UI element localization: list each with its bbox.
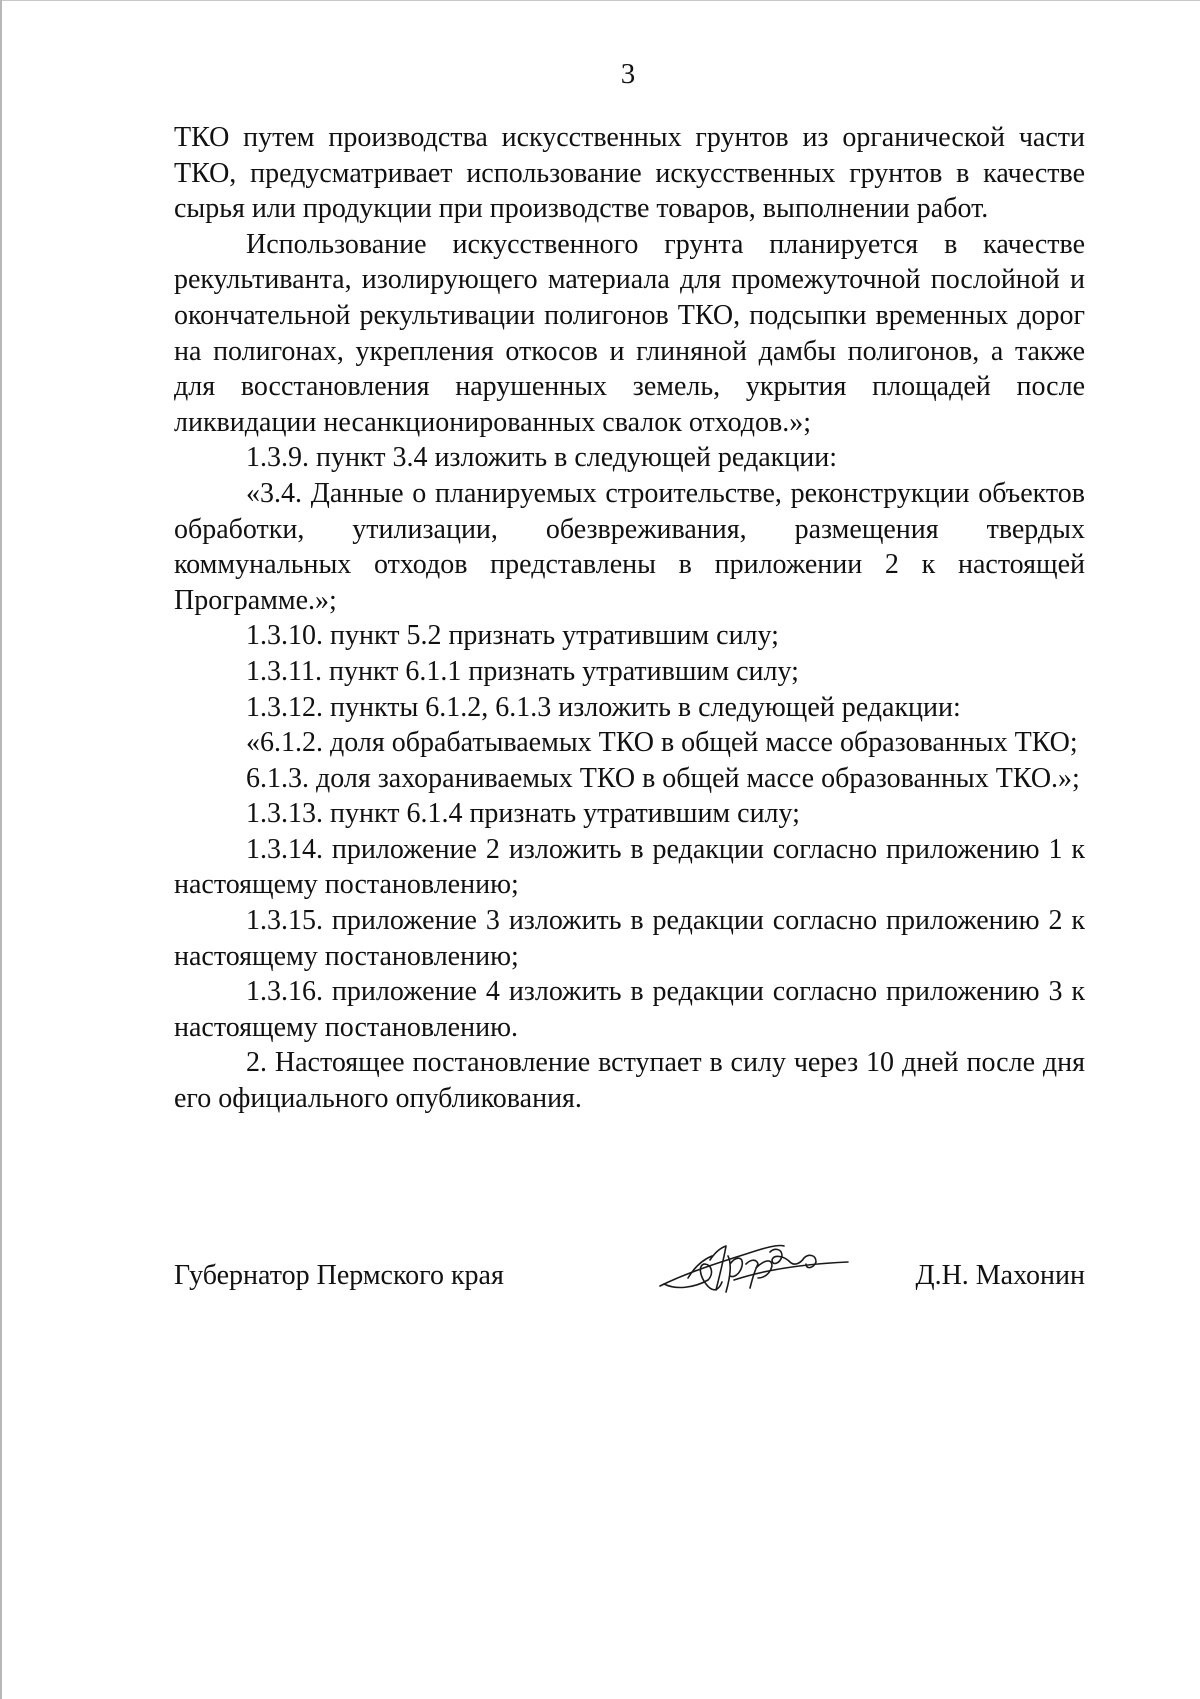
scan-edge-top	[0, 0, 1200, 1]
scan-edge-left	[0, 0, 2, 1699]
paragraph: 1.3.14. приложение 2 изложить в редакции согласно приложению 1 к настоящему постановлению;	[174, 833, 1085, 901]
signature-block	[174, 1248, 1085, 1308]
paragraph: 1.3.13. пункт 6.1.4 признать утратившим силу;	[246, 798, 800, 830]
paragraph: 1.3.15. приложение 3 изложить в редакции согласно приложению 2 к настоящему постановлению;	[174, 905, 1085, 972]
paragraph: Использование искусственного грунта планируется в качестве рекультиванта, изолирующего материала для промежуточной послойной и окончательной рекультивации полигонов ТКО, подсыпки временных дорог на полигонах, укрепления откосов и глиняной дамбы полигонов, а также для восстановления нарушенных земель, укрытия площадей после ликвидации несанкционированных свалок отходов.»;	[174, 228, 1085, 438]
paragraph: «3.4. Данные о планируемых строительстве, реконструкции объектов обработки, утилизации, обезвреживания, размещения твердых коммунальных отходов представлены в приложении 2 к настоящей Программе.»;	[174, 477, 1085, 616]
signatory-name: Д.Н. Махонин	[915, 1260, 1085, 1291]
handwritten-signature	[654, 1234, 854, 1304]
document-body	[174, 120, 1085, 1117]
paragraph: 6.1.3. доля захораниваемых ТКО в общей массе образованных ТКО.»;	[246, 762, 1080, 794]
paragraph: «6.1.2. доля обрабатываемых ТКО в общей массе образованных ТКО;	[246, 727, 1078, 759]
paragraph: 1.3.16. приложение 4 изложить в редакции согласно приложению 3 к настоящему постановлению.	[174, 976, 1085, 1043]
paragraph: 1.3.11. пункт 6.1.1 признать утратившим силу;	[246, 655, 799, 687]
paragraph: 1.3.9. пункт 3.4 изложить в следующей редакции:	[246, 442, 837, 474]
paragraph: 2. Настоящее постановление вступает в силу через 10 дней после дня его официального опубликования.	[174, 1047, 1085, 1115]
paragraph: ТКО путем производства искусственных грунтов из органической части ТКО, предусматривает использование искусственных грунтов в качестве сырья или продукции при производстве товаров, выполнении работ.	[174, 122, 1085, 225]
page-number: 3	[620, 58, 636, 90]
paragraph: 1.3.10. пункт 5.2 признать утратившим силу;	[246, 620, 779, 652]
paragraph: 1.3.12. пункты 6.1.2, 6.1.3 изложить в следующей редакции:	[246, 691, 961, 723]
signatory-title: Губернатор Пермского края	[174, 1260, 504, 1291]
